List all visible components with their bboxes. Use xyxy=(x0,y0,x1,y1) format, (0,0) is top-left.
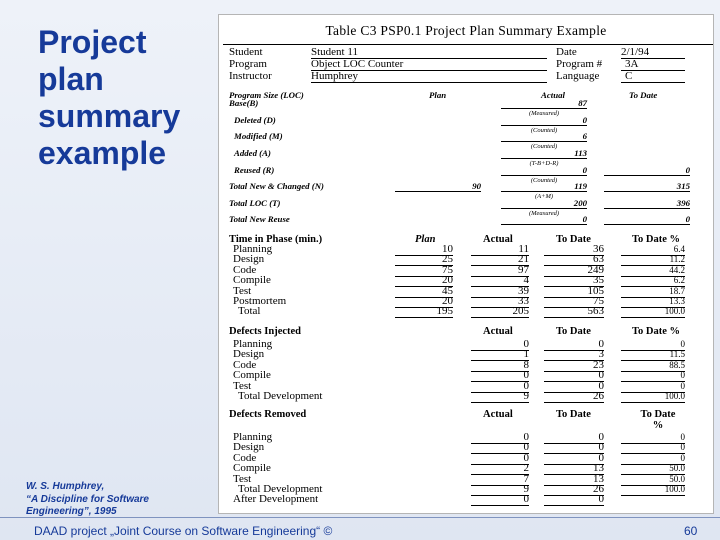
time-plan-cell: 75 xyxy=(395,264,453,277)
plan-summary-document xyxy=(218,14,714,514)
time-actual-cell: 205 xyxy=(471,305,529,318)
size-col-plan: Plan xyxy=(429,90,447,100)
removed-actual-cell: 0 xyxy=(471,493,529,506)
injected-actual-cell: 9 xyxy=(471,390,529,403)
removed-col-pct: To Date % xyxy=(640,409,676,431)
injected-actual-cell: 0 xyxy=(471,369,529,382)
size-actual-cell: 200 xyxy=(501,198,587,209)
removed-pct-cell: 0 xyxy=(621,452,685,465)
injected-todate-cell: 0 xyxy=(544,380,604,393)
time-col-plan: Plan xyxy=(415,234,436,245)
injected-pct-cell: 100.0 xyxy=(621,390,685,403)
time-col-actual: Actual xyxy=(483,234,513,245)
instructor-value: Humphrey xyxy=(311,70,547,83)
removed-todate-cell: 13 xyxy=(544,473,604,486)
removed-row-label: Planning xyxy=(233,431,273,443)
citation-line: “A Discipline for Software xyxy=(26,493,149,505)
injected-col-pct: To Date % xyxy=(632,326,681,337)
size-row-label: Base(B) xyxy=(229,98,259,108)
size-row-note: (T-B+D-R) xyxy=(529,160,559,167)
size-col-todate: To Date xyxy=(629,90,658,100)
student-label: Student xyxy=(229,46,263,58)
size-row-note: (Measured) xyxy=(528,210,560,217)
time-pct-cell: 44.2 xyxy=(621,264,685,277)
size-section-title: Program Size (LOC) xyxy=(229,90,304,100)
language-value: C xyxy=(621,70,685,83)
removed-todate-cell: 13 xyxy=(544,462,604,475)
size-actual-cell: 0 xyxy=(501,165,587,176)
time-pct-cell: 18.7 xyxy=(621,285,685,298)
removed-actual-cell: 0 xyxy=(471,441,529,454)
size-actual-cell: 119 xyxy=(501,181,587,192)
injected-pct-cell: 0 xyxy=(621,369,685,382)
program-label: Program xyxy=(229,58,267,70)
size-actual-cell: 113 xyxy=(501,148,587,159)
time-todate-cell: 63 xyxy=(544,253,604,266)
injected-col-todate: To Date xyxy=(556,326,591,337)
removed-col-actual: Actual xyxy=(483,409,513,420)
injected-col-actual: Actual xyxy=(483,326,513,337)
removed-col-todate: To Date xyxy=(556,409,591,420)
program-number-value: 3A xyxy=(621,58,685,71)
size-row-note: (Counted) xyxy=(530,127,558,134)
size-actual-cell: 6 xyxy=(501,131,587,142)
removed-pct-cell: 50.0 xyxy=(621,462,685,475)
injected-pct-cell: 11.5 xyxy=(621,348,685,361)
removed-row-label: Code xyxy=(233,451,257,464)
injected-pct-cell: 0 xyxy=(621,338,685,351)
removed-actual-cell: 0 xyxy=(471,452,529,465)
time-actual-cell: 11 xyxy=(471,243,529,256)
time-pct-cell: 11.2 xyxy=(621,253,685,266)
time-actual-cell: 4 xyxy=(471,274,529,287)
injected-row-label: Total Development xyxy=(238,390,323,402)
removed-row-label: Design xyxy=(233,441,265,454)
time-row-label: Code xyxy=(233,263,257,276)
removed-row-label: After Development xyxy=(233,493,319,506)
removed-row-label: Total Development xyxy=(238,483,323,495)
time-todate-cell: 36 xyxy=(544,243,604,256)
injected-todate-cell: 0 xyxy=(544,338,604,351)
removed-actual-cell: 2 xyxy=(471,462,529,475)
removed-todate-cell: 0 xyxy=(544,493,604,506)
citation-line: Engineering”, 1995 xyxy=(26,506,117,517)
size-row-label: Deleted (D) xyxy=(234,115,276,125)
date-value: 2/1/94 xyxy=(621,46,685,59)
size-todate-cell: 0 xyxy=(604,165,690,176)
size-actual-cell: 87 xyxy=(501,98,587,109)
injected-todate-cell: 26 xyxy=(544,390,604,403)
time-plan-cell: 45 xyxy=(395,285,453,298)
time-todate-cell: 75 xyxy=(544,295,604,308)
size-row-note: (Counted) xyxy=(530,177,558,184)
injected-todate-cell: 0 xyxy=(544,369,604,382)
size-row-label: Total LOC (T) xyxy=(229,198,281,208)
injected-actual-cell: 0 xyxy=(471,338,529,351)
removed-pct-cell: 0 xyxy=(621,431,685,444)
injected-section-title: Defects Injected xyxy=(229,326,302,337)
size-todate-cell: 396 xyxy=(604,198,690,209)
time-plan-cell: 10 xyxy=(395,243,453,256)
citation xyxy=(26,481,211,519)
injected-row-label: Compile xyxy=(233,369,271,382)
slide-title: Project plan summary example xyxy=(38,24,181,171)
page-number: 60 xyxy=(684,524,698,538)
time-row-label: Compile xyxy=(233,274,271,287)
injected-row-label: Planning xyxy=(233,338,273,350)
removed-todate-cell: 0 xyxy=(544,441,604,454)
removed-pct-cell: 100.0 xyxy=(621,483,685,496)
language-label: Language xyxy=(556,70,600,82)
size-row-note: (A+M) xyxy=(534,193,554,200)
removed-actual-cell: 7 xyxy=(471,473,529,486)
time-row-label: Design xyxy=(233,253,265,266)
size-actual-cell: 0 xyxy=(501,115,587,126)
time-col-todate: To Date xyxy=(556,234,591,245)
footer-divider xyxy=(0,517,720,518)
size-row-note: (Counted) xyxy=(530,143,558,150)
injected-actual-cell: 8 xyxy=(471,359,529,372)
time-pct-cell: 100.0 xyxy=(621,305,685,318)
footer-text: DAAD project „Joint Course on Software Engineering“ © xyxy=(34,524,333,538)
size-col-actual: Actual xyxy=(541,90,565,100)
removed-row-label: Compile xyxy=(233,462,271,475)
time-actual-cell: 21 xyxy=(471,253,529,266)
size-actual-cell: 0 xyxy=(501,214,587,225)
time-actual-cell: 33 xyxy=(471,295,529,308)
injected-actual-cell: 0 xyxy=(471,380,529,393)
removed-actual-cell: 0 xyxy=(471,431,529,444)
time-todate-cell: 35 xyxy=(544,274,604,287)
time-plan-cell: 25 xyxy=(395,253,453,266)
document-title: Table C3 PSP0.1 Project Plan Summary Example xyxy=(325,23,607,38)
size-todate-cell: 315 xyxy=(604,181,690,192)
title-divider xyxy=(223,44,713,45)
removed-actual-cell: 9 xyxy=(471,483,529,496)
removed-todate-cell: 0 xyxy=(544,452,604,465)
program-value: Object LOC Counter xyxy=(311,58,547,71)
size-row-note: (Measured) xyxy=(528,110,560,117)
injected-pct-cell: 88.5 xyxy=(621,359,685,372)
time-row-label: Test xyxy=(233,284,252,297)
date-label: Date xyxy=(556,46,577,58)
size-row-label: Added (A) xyxy=(234,148,271,158)
size-row-label: Modified (M) xyxy=(234,131,283,141)
removed-todate-cell: 26 xyxy=(544,483,604,496)
time-todate-cell: 563 xyxy=(544,305,604,318)
time-row-label: Planning xyxy=(233,243,273,255)
removed-todate-cell: 0 xyxy=(544,431,604,444)
time-plan-cell: 20 xyxy=(395,274,453,287)
size-row-label: Total New & Changed (N) xyxy=(229,181,324,191)
student-value: Student 11 xyxy=(311,46,547,59)
citation-line: W. S. Humphrey, xyxy=(26,481,105,492)
time-todate-cell: 249 xyxy=(544,264,604,277)
removed-pct-cell: 0 xyxy=(621,441,685,454)
size-row-label: Reused (R) xyxy=(234,165,275,175)
injected-row-label: Test xyxy=(233,379,252,392)
time-actual-cell: 39 xyxy=(471,285,529,298)
time-plan-cell: 195 xyxy=(395,305,453,318)
size-row-label: Total New Reuse xyxy=(229,214,290,224)
size-plan-cell: 90 xyxy=(395,181,481,192)
removed-row-label: Test xyxy=(233,472,252,485)
injected-todate-cell: 23 xyxy=(544,359,604,372)
injected-row-label: Code xyxy=(233,358,257,371)
time-row-label: Total xyxy=(238,305,261,318)
time-row-label: Postmortem xyxy=(233,295,287,307)
injected-todate-cell: 3 xyxy=(544,348,604,361)
instructor-label: Instructor xyxy=(229,70,272,82)
time-plan-cell: 20 xyxy=(395,295,453,308)
time-todate-cell: 105 xyxy=(544,285,604,298)
time-pct-cell: 6.2 xyxy=(621,274,685,287)
time-col-pct: To Date % xyxy=(632,234,681,245)
injected-pct-cell: 0 xyxy=(621,380,685,393)
time-section-title: Time in Phase (min.) xyxy=(229,234,323,245)
removed-pct-cell: 50.0 xyxy=(621,473,685,486)
size-todate-cell: 0 xyxy=(604,214,690,225)
injected-actual-cell: 1 xyxy=(471,348,529,361)
program-number-label: Program # xyxy=(556,58,603,70)
removed-section-title: Defects Removed xyxy=(229,409,307,420)
injected-row-label: Design xyxy=(233,348,265,361)
time-pct-cell: 13.3 xyxy=(621,295,685,308)
time-pct-cell: 6.4 xyxy=(621,243,685,256)
time-actual-cell: 97 xyxy=(471,264,529,277)
